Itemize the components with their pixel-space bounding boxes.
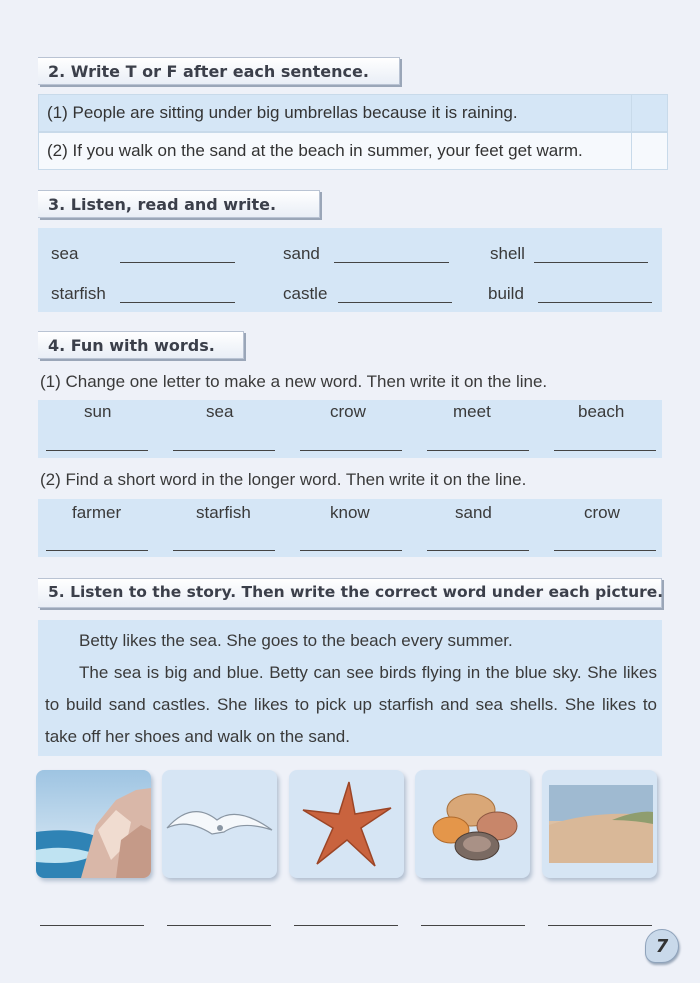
answer-line[interactable]	[120, 262, 235, 263]
section-3-title: 3. Listen, read and write.	[38, 190, 320, 218]
answer-line[interactable]	[554, 550, 656, 551]
sentence-2: (2) If you walk on the sand at the beach in summer, your feet get warm.	[47, 141, 583, 160]
word-sea: sea	[51, 244, 79, 263]
answer-line[interactable]	[173, 550, 275, 551]
answer-line[interactable]	[338, 302, 452, 303]
answer-line[interactable]	[427, 550, 529, 551]
word-starfish: starfish	[196, 503, 251, 522]
word-starfish: starfish	[51, 284, 106, 303]
instruction-1: (1) Change one letter to make a new word. Then write it on the line.	[40, 372, 548, 391]
tf-row-2	[38, 132, 668, 170]
section-3-box	[38, 228, 662, 312]
picture-answer-line[interactable]	[294, 925, 398, 926]
word-know: know	[330, 503, 370, 522]
word-crow: crow	[584, 503, 620, 522]
word-castle: castle	[283, 284, 328, 303]
word-farmer: farmer	[72, 503, 122, 522]
shells-picture	[415, 770, 530, 878]
answer-line[interactable]	[300, 450, 402, 451]
story-paragraph-1: Betty likes the sea. She goes to the beach every summer.	[79, 631, 513, 650]
answer-line[interactable]	[538, 302, 652, 303]
instruction-2: (2) Find a short word in the longer word. Then write it on the line.	[40, 470, 527, 489]
answer-line[interactable]	[554, 450, 656, 451]
answer-line[interactable]	[334, 262, 449, 263]
answer-line[interactable]	[120, 302, 235, 303]
picture-answer-line[interactable]	[421, 925, 525, 926]
answer-line[interactable]	[173, 450, 275, 451]
picture-answer-line[interactable]	[40, 925, 144, 926]
word-sand: sand	[283, 244, 320, 263]
sand-picture	[542, 770, 657, 878]
answer-box-1[interactable]	[631, 95, 667, 131]
sentence-1: (1) People are sitting under big umbrellas because it is raining.	[47, 103, 518, 122]
answer-box-2[interactable]	[631, 133, 667, 169]
story-paragraph-2: The sea is big and blue. Betty can see birds flying in the blue sky. She likes to build sand castles. She likes to pick up starfish and sea shells. She likes to take off her shoes and walk on the sand.	[45, 663, 657, 746]
picture-answer-line[interactable]	[167, 925, 271, 926]
bird-picture	[162, 770, 277, 878]
tf-row-1	[38, 94, 668, 132]
word-build: build	[488, 284, 524, 303]
section-4-title: 4. Fun with words.	[38, 331, 244, 359]
sea-picture	[36, 770, 151, 878]
word-sand: sand	[455, 503, 492, 522]
section-5-title: 5. Listen to the story. Then write the correct word under each picture.	[38, 578, 662, 608]
picture-answer-line[interactable]	[548, 925, 652, 926]
answer-line[interactable]	[300, 550, 402, 551]
word-sea: sea	[206, 402, 234, 421]
page-number	[645, 929, 679, 963]
word-shell: shell	[490, 244, 525, 263]
answer-line[interactable]	[46, 450, 148, 451]
word-meet: meet	[453, 402, 491, 421]
word-crow: crow	[330, 402, 366, 421]
answer-line[interactable]	[534, 262, 648, 263]
section-2-title: 2. Write T or F after each sentence.	[38, 57, 400, 85]
word-sun: sun	[84, 402, 112, 421]
answer-line[interactable]	[427, 450, 529, 451]
starfish-picture	[289, 770, 404, 878]
page-number-label: 7	[655, 935, 669, 957]
answer-line[interactable]	[46, 550, 148, 551]
word-beach: beach	[578, 402, 625, 421]
